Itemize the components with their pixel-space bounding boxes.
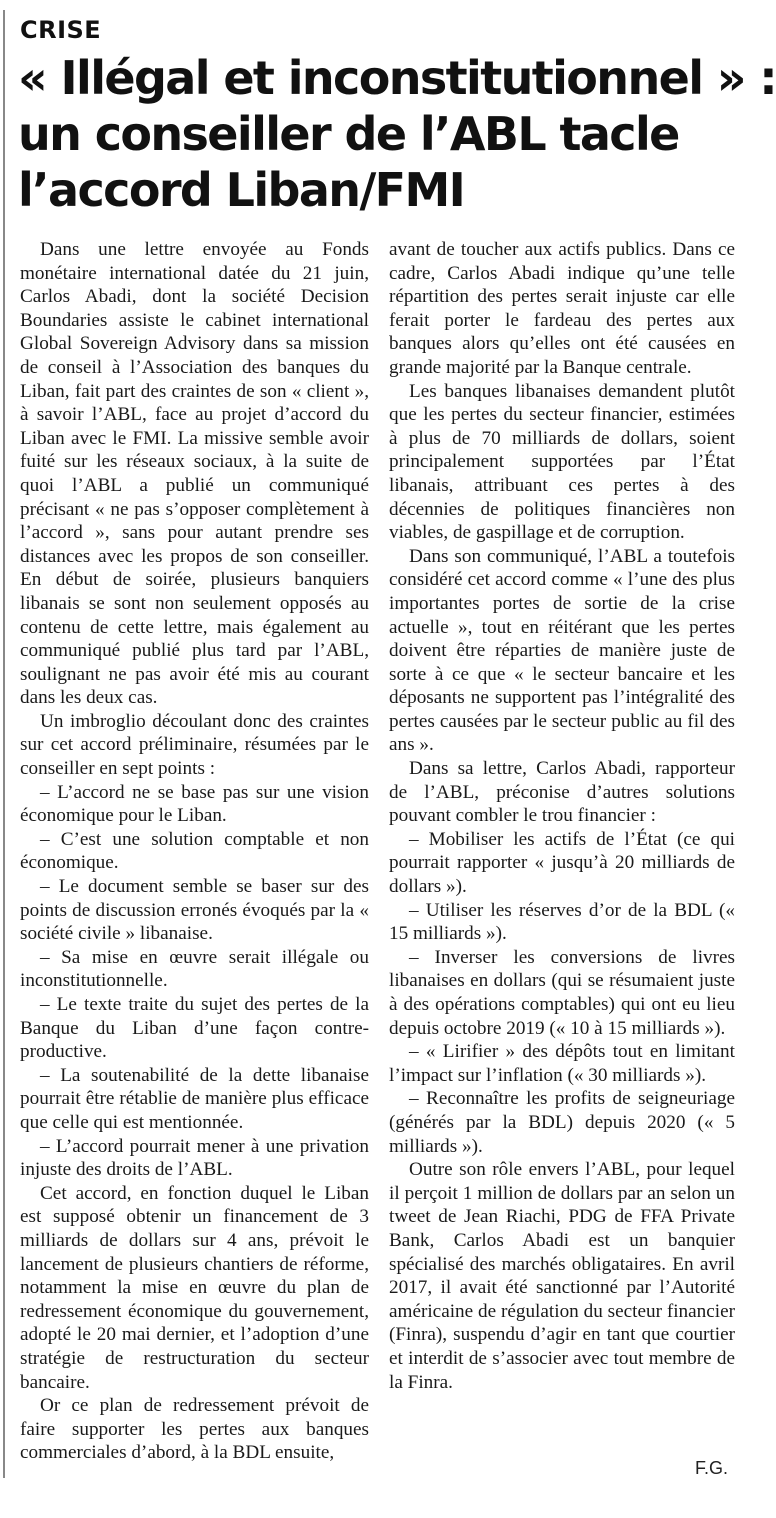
list-item-point-3: – Le document semble se baser sur des points de discussion erronés évoqués par la « société civile » libanaise.: [20, 876, 369, 945]
list-item-solution-5: – Reconnaître les profits de seigneuriage (générés par la BDL) depuis 2020 (« 5 milliards »).: [389, 1088, 735, 1157]
list-item-point-5: – Le texte traite du sujet des pertes de la Banque du Liban d’une façon contre-productive.: [20, 994, 369, 1063]
list-item-solution-3: – Inverser les conversions de livres libanaises en dollars (qui se résumaient juste à des opérations comptables) qui ont eu lieu depuis octobre 2019 (« 10 à 15 milliards »).: [389, 946, 735, 1039]
paragraph-communique: Dans son communiqué, l’ABL a toutefois considéré cet accord comme « l’une des plus importantes portes de sortie de la crise actuelle », tout en réitérant que les pertes doivent être réparties de manière juste de sorte à ce que « le secteur bancaire et les déposants ne supportent pas l’intégralité des pertes causées par le secteur public au fil des ans ».: [389, 545, 735, 756]
list-item-point-7: – L’accord pourrait mener à une privation injuste des droits de l’ABL.: [20, 1135, 369, 1181]
paragraph-accord: Cet accord, en fonction duquel le Liban est supposé obtenir un financement de 3 milliards de dollars sur 4 ans, prévoit le lancement de plusieurs chantiers de réforme, notamment la mise en œuvre du plan de redressement économique du gouvernement, adopté le 20 mai dernier, et l’adoption d’une stratégie de restructuration du secteur bancaire.: [20, 1182, 369, 1393]
paragraph-imbroglio: Un imbroglio découlant donc des craintes sur cet accord préliminaire, résumées par le conseiller en sept points :: [20, 710, 369, 780]
list-item-point-6: – La soutenabilité de la dette libanaise pourrait être rétablie de manière plus efficace que celle qui est mentionnée.: [20, 1064, 369, 1133]
list-item-point-4: – Sa mise en œuvre serait illégale ou inconstitutionnelle.: [20, 946, 369, 992]
article-column-right: [389, 238, 735, 1394]
headline-line-1: « Illégal et inconstitutionnel » :: [18, 51, 776, 105]
article-column-left: [20, 238, 369, 1465]
list-item-solution-2: – Utiliser les réserves d’or de la BDL (« 15 milliards »).: [389, 899, 735, 945]
paragraph-outre: Outre son rôle envers l’ABL, pour lequel il perçoit 1 million de dollars par an selon un tweet de Jean Riachi, PDG de FFA Private Bank, Carlos Abadi est un banquier spécialisé des marchés obligataires. En avril 2017, il avait été sanctionné par l’Autorité américaine de régulation du secteur financier (Finra), suspendu d’agir en tant que courtier et interdit de s’associer avec tout membre de la Finra.: [389, 1159, 735, 1393]
list-item-point-1: – L’accord ne se base pas sur une vision économique pour le Liban.: [20, 781, 369, 827]
paragraph-intro: Dans une lettre envoyée au Fonds monétaire international datée du 21 juin, Carlos Abadi, dont la société Decision Boundaries assiste le cabinet international Global Sovereign Advisory dans sa mission de conseil à l’Association des banques du Liban, fait part des craintes de son « client », à savoir l’ABL, face au projet d’accord du Liban avec le FMI. La missive semble avoir fuité sur les réseaux sociaux, à la suite de quoi l’ABL a publié un communiqué précisant « ne pas s’opposer complètement à l’accord », sans pour autant prendre ses distances avec les propos de son conseiller. En début de soirée, plusieurs banquiers libanais se sont non seulement opposés au contenu de cette lettre, mais également au communiqué publié plus tard par l’ABL, soulignant ne pas avoir été mis au courant dans les deux cas.: [20, 239, 369, 709]
column-rule: [3, 10, 5, 1478]
headline-line-2: un conseiller de l’ABL tacle: [18, 107, 679, 161]
list-item-point-2: – C’est une solution comptable et non économique.: [20, 828, 369, 874]
paragraph-continuation: avant de toucher aux actifs publics. Dans ce cadre, Carlos Abadi indique qu’une telle répartition des pertes serait injuste car elle ferait porter le fardeau des pertes aux banques alors qu’elles ont été causées en grande majorité par la Banque centrale.: [389, 239, 735, 378]
paragraph-banques: Les banques libanaises demandent plutôt que les pertes du secteur financier, estimées à plus de 70 milliards de dollars, soient principalement supportées par l’État libanais, attribuant ces pertes à des décennies de politiques financières non viables, de gaspillage et de corruption.: [389, 380, 735, 544]
section-kicker: CRISE: [20, 16, 102, 44]
list-item-solution-4: – « Lirifier » des dépôts tout en limitant l’impact sur l’inflation (« 30 milliards »).: [389, 1041, 735, 1086]
headline: [18, 50, 776, 218]
author-initials: F.G.: [694, 1458, 728, 1478]
paragraph-lettre: Dans sa lettre, Carlos Abadi, rapporteur de l’ABL, préconise d’autres solutions pouvant combler le trou financier :: [389, 758, 735, 827]
list-item-solution-1: – Mobiliser les actifs de l’État (ce qui pourrait rapporter « jusqu’à 20 milliards de dollars »).: [389, 828, 735, 898]
paragraph-plan: Or ce plan de redressement prévoit de faire supporter les pertes aux banques commerciales d’abord, à la BDL ensuite,: [20, 1395, 369, 1464]
headline-line-3: l’accord Liban/FMI: [18, 163, 465, 217]
